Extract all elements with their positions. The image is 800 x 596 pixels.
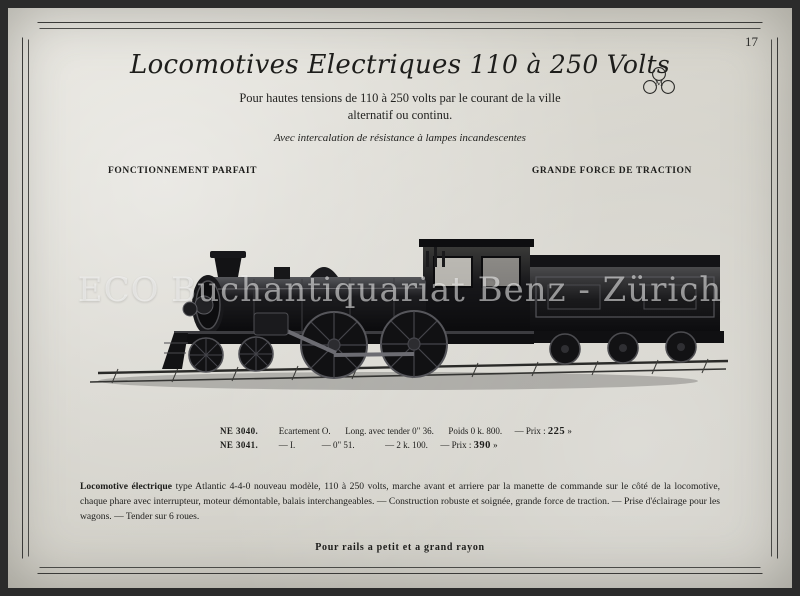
page-title-suffix: 110 à 250 Volts	[469, 50, 670, 79]
maker-monogram-icon	[642, 66, 676, 100]
price-gauge: — I.	[278, 440, 296, 450]
price-weight: — 2 k. 100.	[385, 440, 428, 450]
page-subtitle-italic: Avec intercalation de résistance à lampes incandescentes	[274, 132, 526, 144]
tagline-left: FONCTIONNEMENT PARFAIT	[108, 166, 258, 176]
tender	[526, 255, 724, 364]
product-description	[80, 480, 720, 525]
page-subtitle-line1: Pour hautes tensions de 110 à 250 volts par le courant de la ville	[239, 91, 561, 105]
price-currency: »	[567, 426, 572, 436]
tagline-right: GRANDE FORCE DE TRACTION	[531, 166, 692, 176]
price-length: Long. avec tender 0" 36.	[345, 426, 434, 436]
table-row	[220, 440, 572, 451]
price-ref: NE 3040.	[220, 426, 259, 436]
description-lead: Locomotive électrique	[80, 481, 173, 492]
price-value: 225	[547, 426, 566, 437]
price-ref: NE 3041.	[220, 440, 259, 450]
price-table	[220, 426, 572, 454]
watermark-text: ECO Buchantiquariat Benz - Zürich	[77, 270, 723, 310]
price-weight: Poids 0 k. 800.	[448, 426, 503, 436]
page-number: 17	[745, 34, 758, 49]
price-length: — 0" 51.	[321, 440, 355, 450]
price-label: — Prix :	[514, 426, 546, 436]
description-body: type Atlantic 4-4-0 nouveau modèle, 110 à 250 volts, marche avant et arriere par la manette de commande sur le côté de la locomotive, chaque phare avec interrupteur, moteur démontable, balais interchangeables. — Construction robuste et soignée, grande force de traction. — Prise d'éclairage pour les wagons. — Tender sur 6 roues.	[80, 481, 721, 522]
price-gauge: Ecartement O.	[278, 426, 331, 436]
catalog-page	[8, 8, 792, 588]
page-title-main: Locomotives Electriques	[130, 50, 462, 80]
price-label: — Prix :	[440, 440, 472, 450]
price-currency: »	[493, 440, 498, 450]
page-subtitle-line2: alternatif ou continu.	[347, 107, 453, 122]
locomotive-illustration	[78, 193, 738, 398]
price-value: 390	[473, 440, 491, 451]
svg-text:M: M	[654, 79, 664, 88]
table-row	[220, 426, 572, 437]
page-footer: Pour rails a petit et a grand rayon	[315, 542, 485, 553]
